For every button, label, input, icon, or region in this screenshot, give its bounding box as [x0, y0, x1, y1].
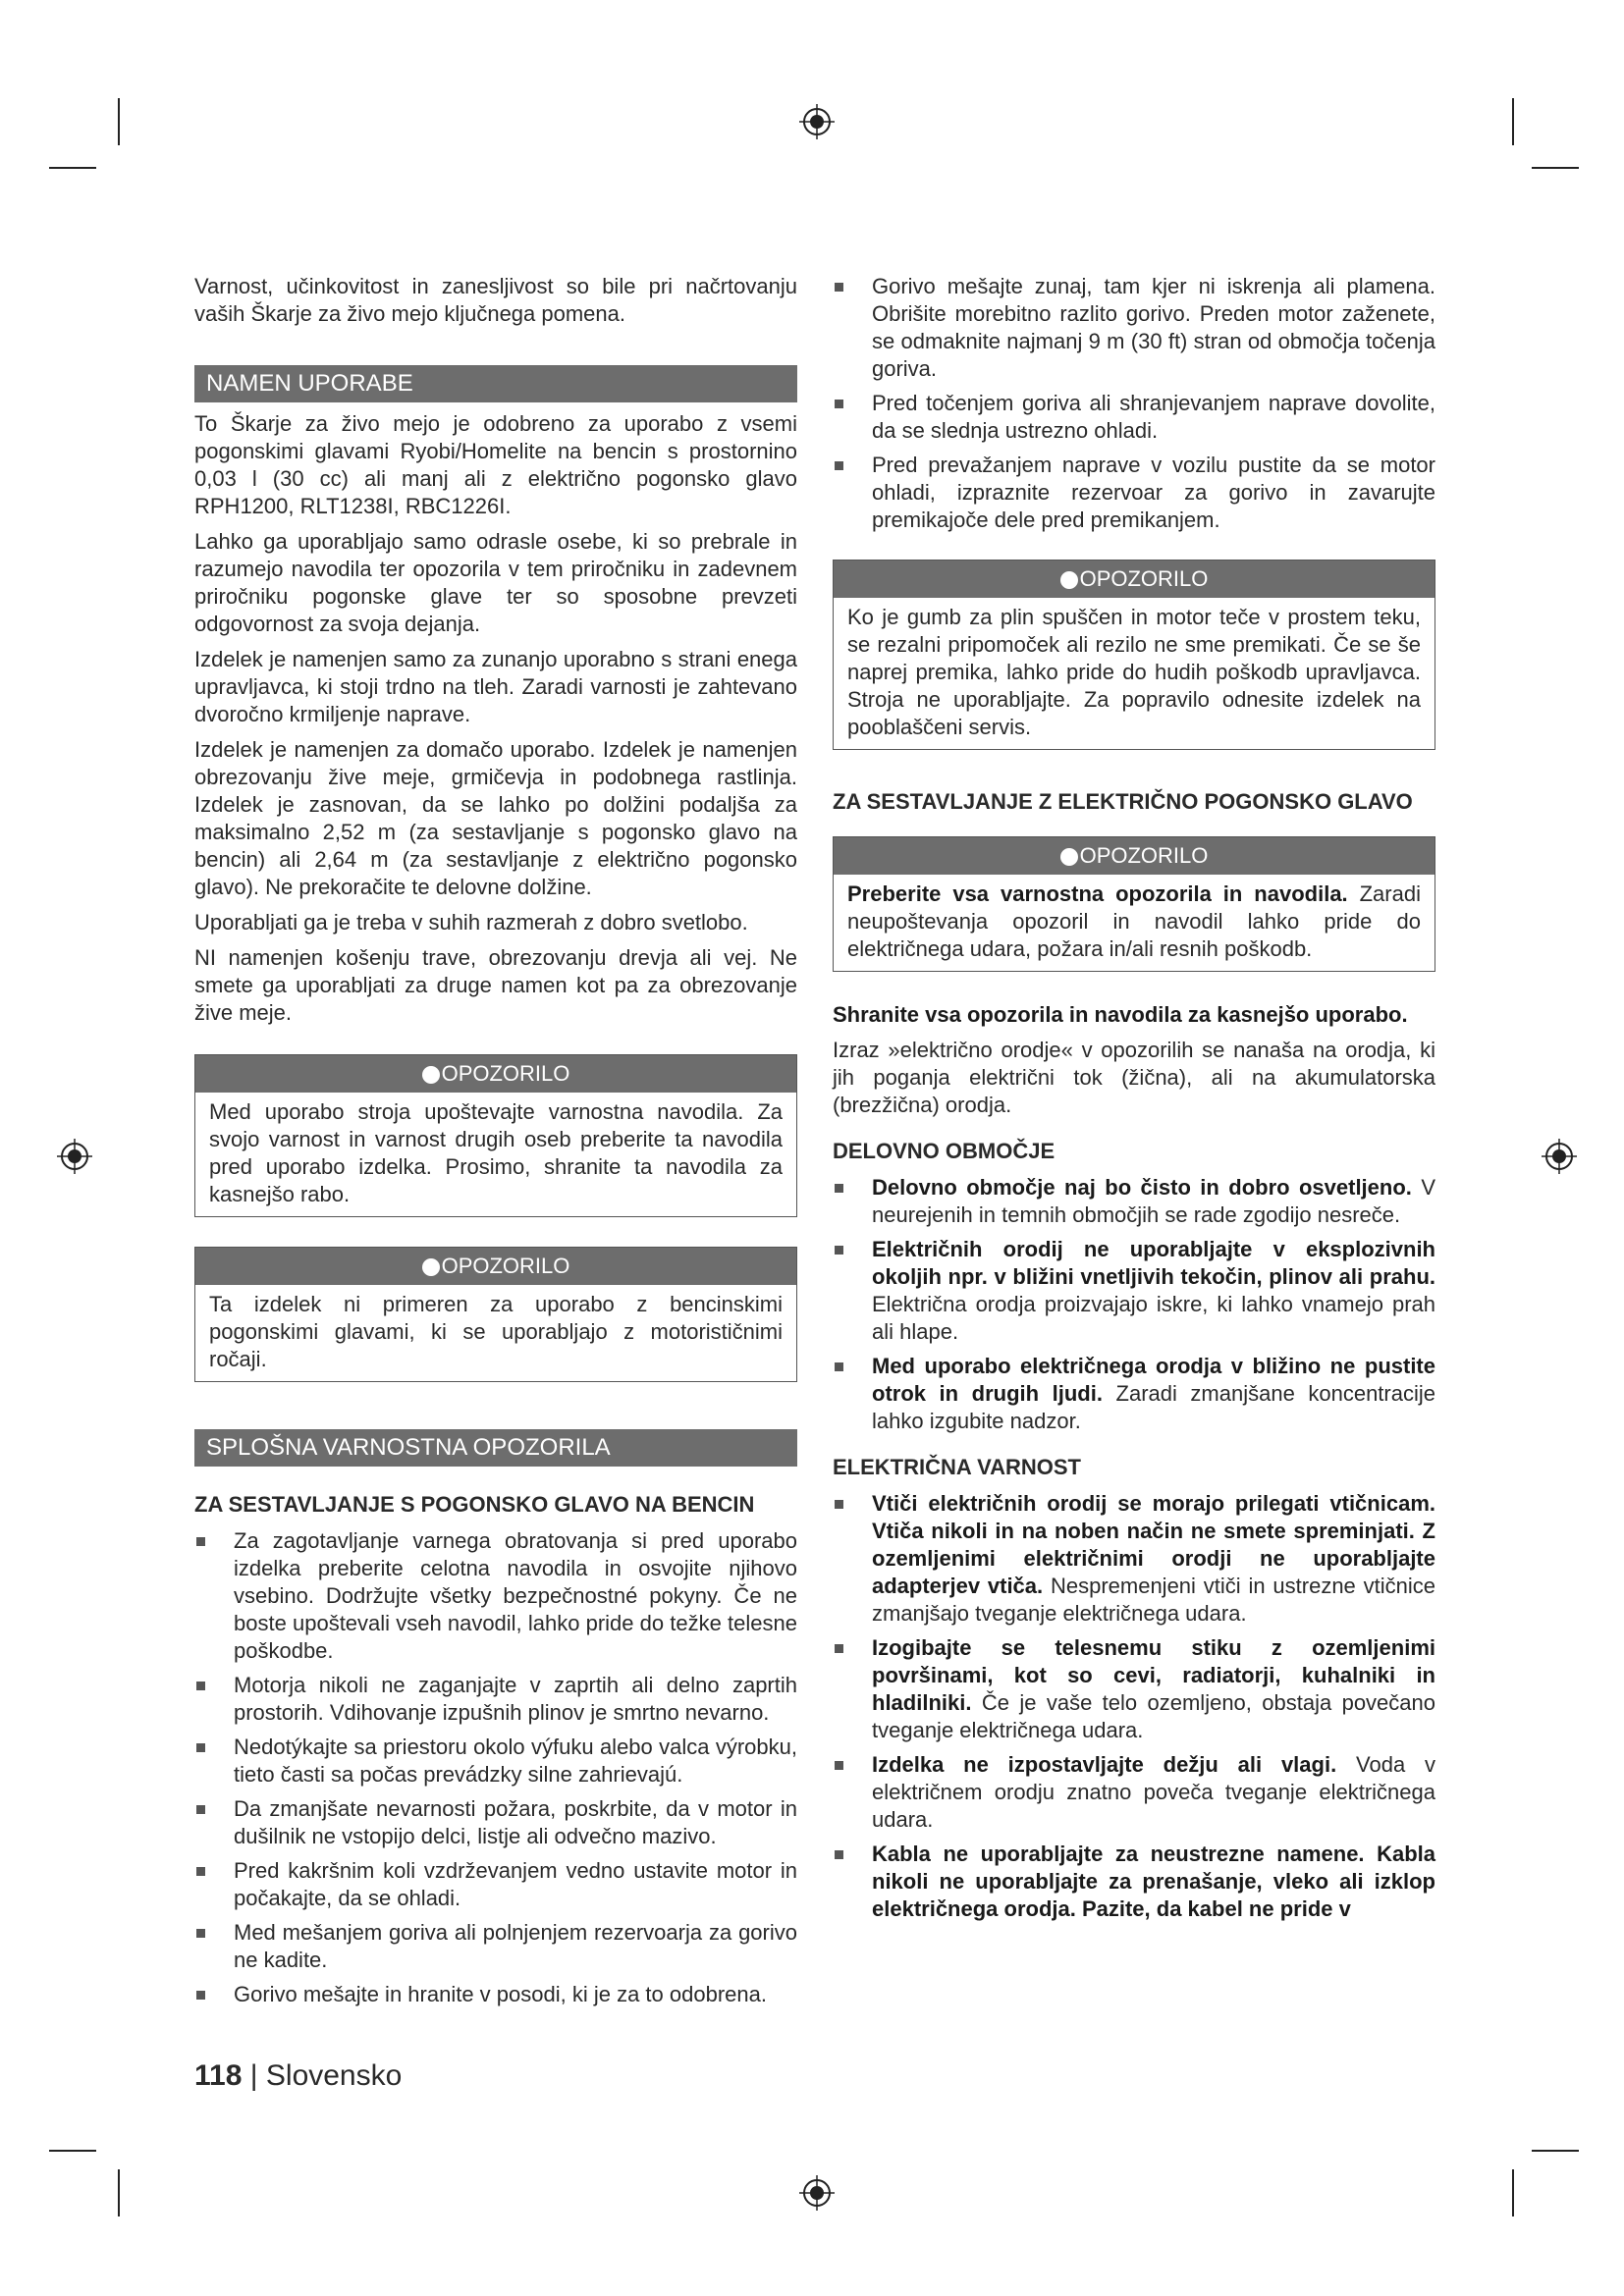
crop-mark [49, 2150, 96, 2152]
intro-paragraph: Varnost, učinkovitost in zanesljivost so bile pri načrtovanju vaših Škarje za živo mejo ključnega pomena. [194, 274, 797, 326]
warning-text: Preberite vsa varnostna opozorila in navodila. Zaradi neupoštevanja opozoril in navodil lahko pride do električnega udara, požara in/ali resnih poškodb. [847, 881, 1421, 961]
warning-box [194, 1054, 797, 1217]
bullet-square-icon [196, 1805, 205, 1814]
list-item: Da zmanjšate nevarnosti požara, poskrbite, da v motor in dušilnik ne vstopijo delci, listje ali odvečno mazivo. [194, 1795, 797, 1850]
crop-mark [1512, 2169, 1514, 2216]
list-item: Izdelka ne izpostavljajte dežju ali vlagi. Voda v električnem orodju znatno poveča tveganje električnega udara. [833, 1751, 1435, 1834]
list-item: Med mešanjem goriva ali polnjenjem rezervoarja za gorivo ne kadite. [194, 1919, 797, 1974]
elvar-list [833, 1490, 1435, 1923]
registration-mark-icon [55, 1137, 94, 1176]
warning-icon [1060, 571, 1078, 589]
namen-paragraph: Uporabljati ga je treba v suhih razmerah z dobro svetlobo. [194, 910, 748, 934]
crop-mark [1532, 167, 1579, 169]
section-title-splosna: SPLOŠNA VARNOSTNA OPOZORILA [194, 1429, 797, 1467]
list-item: Izogibajte se telesnemu stiku z ozemljenimi površinami, kot so cevi, radiatorji, kuhalniki in hladilniki. Če je vaše telo ozemljeno, obstaja povečano tveganje električnega udara. [833, 1634, 1435, 1744]
warning-header [195, 1055, 796, 1093]
list-item: Pred kakršnim koli vzdrževanjem vedno ustavite motor in počakajte, da se ohladi. [194, 1857, 797, 1912]
subheading-elektricna-varnost: ELEKTRIČNA VARNOST [833, 1455, 1081, 1479]
registration-mark-icon [797, 102, 837, 141]
crop-mark [118, 2169, 120, 2216]
warning-icon [1060, 848, 1078, 866]
bullet-square-icon [835, 1184, 843, 1193]
warning-header [834, 561, 1435, 598]
bullet-square-icon [835, 1761, 843, 1770]
warning-header [834, 837, 1435, 875]
bullet-square-icon [835, 1644, 843, 1653]
bullet-square-icon [835, 461, 843, 470]
namen-paragraph: Izdelek je namenjen za domačo uporabo. Izdelek je namenjen obrezovanju žive meje, grmičevja in podobnega rastlinja. Izdelek je zasnovan, da se lahko po dolžini podaljša za maksimalno 2,52 m (za sestavljanje s pogonsko glavo na bencin) ali 2,64 m (za sestavljanje z električno pogonsko glavo). Ne prekoračite te delovne dolžine. [194, 737, 797, 899]
warning-title: OPOZORILO [1079, 843, 1209, 868]
warning-icon [422, 1258, 440, 1276]
bullet-square-icon [835, 283, 843, 292]
warning-header [195, 1248, 796, 1285]
list-item: Nedotýkajte sa priestoru okolo výfuku alebo valca výrobku, tieto časti sa počas prevádzky silne zahrievajú. [194, 1734, 797, 1789]
bullet-square-icon [196, 1929, 205, 1938]
fuel-list [833, 273, 1435, 534]
crop-mark [1512, 98, 1514, 145]
registration-mark-icon [1540, 1137, 1579, 1176]
delovno-list [833, 1174, 1435, 1435]
crop-mark [49, 167, 96, 169]
section-title-namen: NAMEN UPORABE [194, 365, 797, 402]
list-item: Motorja nikoli ne zaganjajte v zaprtih ali delno zaprtih prostorih. Vdihovanje izpušnih plinov je smrtno nevarno. [194, 1672, 797, 1727]
footer-separator: | [249, 2059, 258, 2092]
warning-icon [422, 1066, 440, 1084]
warning-box [833, 836, 1435, 972]
list-item: Vtiči električnih orodij se morajo prilegati vtičnicam. Vtiča nikoli in na noben način ne smete spreminjati. Z ozemljenimi električnimi orodji ne uporabljajte adapterjev vtiča. Nespremenjeni vtiči in ustrezne vtičnice zmanjšajo tveganje električnega udara. [833, 1490, 1435, 1628]
list-item: Med uporabo električnega orodja v bližino ne pustite otrok in drugih ljudi. Zaradi zmanjšane koncentracije lahko izgubite nadzor. [833, 1353, 1435, 1435]
left-column [194, 273, 797, 2015]
izraz-paragraph: Izraz »električno orodje« v opozorilih se nanaša na orodja, ki jih poganja električni tok (žična), ali na akumulatorska (brezžična) orodja. [833, 1038, 1435, 1117]
subheading-elektricno: ZA SESTAVLJANJE Z ELEKTRIČNO POGONSKO GLAVO [833, 789, 1413, 814]
bullet-square-icon [835, 400, 843, 408]
bullet-square-icon [196, 1991, 205, 2000]
warning-title: OPOZORILO [441, 1254, 570, 1278]
list-item: Električnih orodij ne uporabljajte v eksplozivnih okoljih npr. v bližini vnetljivih tekočin, plinov ali prahu. Električna orodja proizvajajo iskre, ki lahko vnamejo prah ali hlape. [833, 1236, 1435, 1346]
subheading-bencin: ZA SESTAVLJANJE S POGONSKO GLAVO NA BENCIN [194, 1492, 755, 1517]
list-item: Pred prevažanjem naprave v vozilu pustite da se motor ohladi, izpraznite rezervoar za gorivo in zavarujte premikajoče dele pred premikanjem. [833, 452, 1435, 534]
crop-mark [1532, 2150, 1579, 2152]
namen-paragraph: To Škarje za živo mejo je odobreno za uporabo z vsemi pogonskimi glavami Ryobi/Homelite na bencin s prostornino 0,03 l (30 cc) ali manj ali z električno pogonsko glavo RPH1200, RLT1238I, RBC1226I. [194, 411, 797, 518]
list-item: Pred točenjem goriva ali shranjevanjem naprave dovolite, da se slednja ustrezno ohladi. [833, 390, 1435, 445]
shranite-paragraph: Shranite vsa opozorila in navodila za kasnejšo uporabo. [833, 1002, 1408, 1027]
warning-box [833, 560, 1435, 750]
bullet-square-icon [196, 1743, 205, 1752]
crop-mark [118, 98, 120, 145]
list-item: Kabla ne uporabljajte za neustrezne namene. Kabla nikoli ne uporabljajte za prenašanje, vleko ali izklop električnega orodja. Pazite, da kabel ne pride v [833, 1841, 1435, 1923]
list-item: Gorivo mešajte zunaj, tam kjer ni iskrenja ali plamena. Obrišite morebitno razlito gorivo. Preden motor zaženete, se odmaknite najmanj 9 m (30 ft) stran od območja točenja goriva. [833, 273, 1435, 383]
registration-mark-icon [797, 2173, 837, 2213]
bullet-square-icon [835, 1246, 843, 1255]
list-item: Delovno območje naj bo čisto in dobro osvetljeno. V neurejenih in temnih območjih se rade zgodijo nesreče. [833, 1174, 1435, 1229]
bencin-list [194, 1527, 797, 2008]
warning-text: Ta izdelek ni primeren za uporabo z bencinskimi pogonskimi glavami, ki se uporabljajo z motorističnimi ročaji. [209, 1292, 783, 1371]
namen-paragraph: Lahko ga uporabljajo samo odrasle osebe, ki so prebrale in razumejo navodila ter opozorila v tem priročniku in zadevnem priročniku pogonske glave ter so sposobne prevzeti odgovornost za svoja dejanja. [194, 529, 797, 636]
right-column [833, 273, 1435, 1930]
bullet-square-icon [196, 1867, 205, 1876]
footer-language: Slovensko [265, 2059, 403, 2092]
list-item: Za zagotavljanje varnega obratovanja si pred uporabo izdelka preberite celotna navodila in osvojite njihovo vsebino. Dodržujte všetky bezpečnostné pokyny. Če ne boste upoštevali vseh navodil, lahko pride do težke telesne poškodbe. [194, 1527, 797, 1665]
bullet-square-icon [835, 1500, 843, 1509]
warning-text: Med uporabo stroja upoštevajte varnostna navodila. Za svojo varnost in varnost drugih oseb preberite ta navodila pred uporabo izdelka. Prosimo, shranite ta navodila za kasnejšo rabo. [209, 1099, 783, 1206]
bullet-square-icon [835, 1850, 843, 1859]
bullet-square-icon [196, 1682, 205, 1690]
namen-paragraph: Izdelek je namenjen samo za zunanjo uporabno s strani enega upravljavca, ki stoji trdno na tleh. Zaradi varnosti je zahtevano dvoročno krmiljenje naprave. [194, 647, 797, 726]
warning-title: OPOZORILO [1079, 566, 1209, 591]
warning-text: Ko je gumb za plin spuščen in motor teče v prostem teku, se rezalni pripomoček ali rezilo ne sme premikati. Če se še naprej premika, lahko pride do hudih poškodb upravljavca. Stroja ne uporabljajte. Za popravilo odnesite izdelek na pooblaščeni servis. [847, 605, 1421, 739]
list-item: Gorivo mešajte in hranite v posodi, ki je za to odobrena. [194, 1981, 797, 2008]
page-footer [194, 2059, 402, 2093]
page-number: 118 [194, 2059, 243, 2092]
namen-paragraph: NI namenjen košenju trave, obrezovanju drevja ali vej. Ne smete ga uporabljati za druge namen kot pa za obrezovanje žive meje. [194, 945, 797, 1025]
warning-box [194, 1247, 797, 1382]
bullet-square-icon [196, 1537, 205, 1546]
bullet-square-icon [835, 1362, 843, 1371]
warning-title: OPOZORILO [441, 1061, 570, 1086]
subheading-delovno: DELOVNO OBMOČJE [833, 1139, 1056, 1163]
